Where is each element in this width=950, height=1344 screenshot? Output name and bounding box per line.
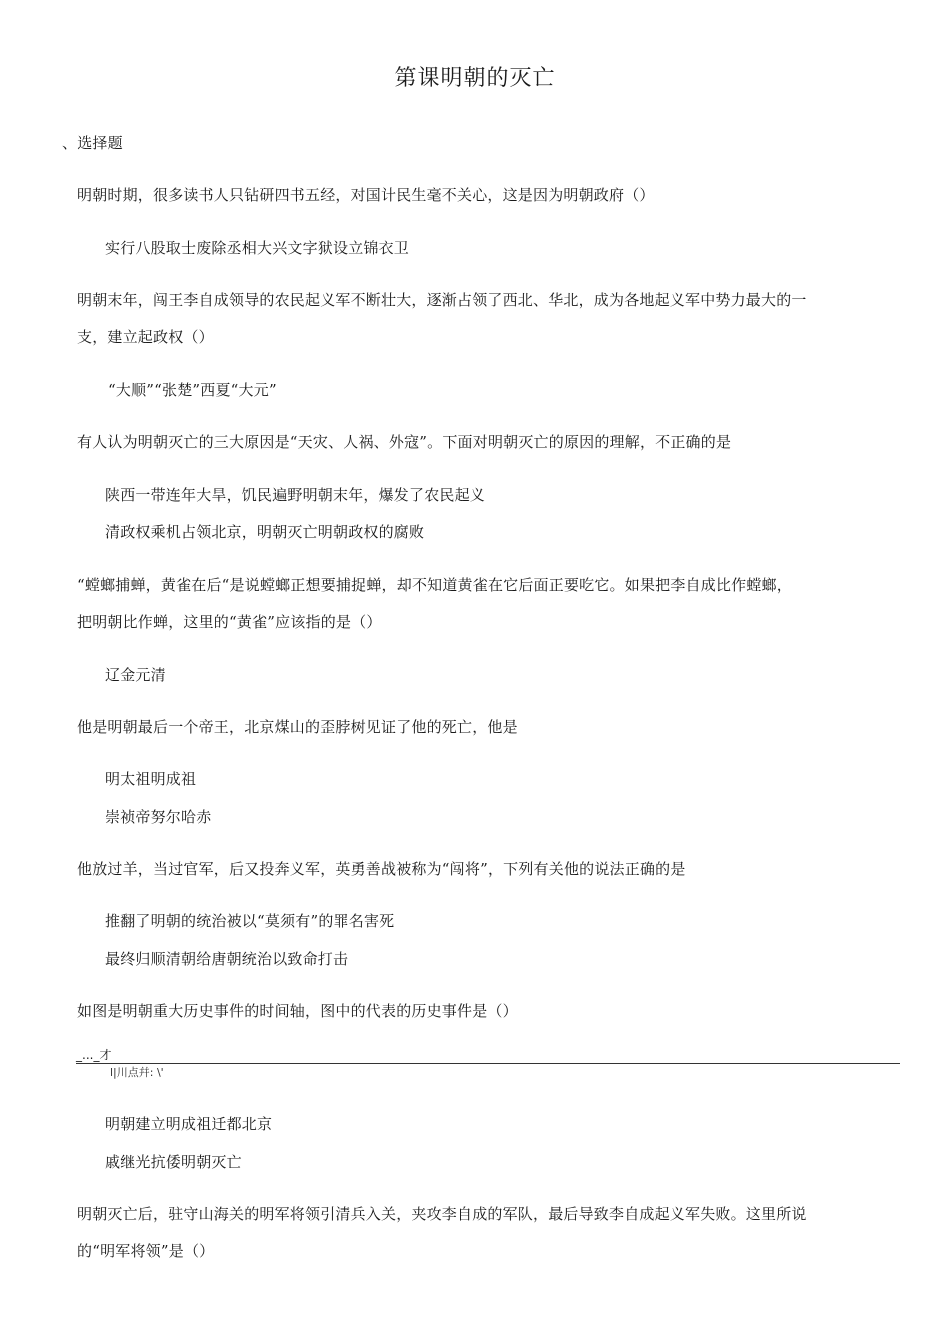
page-title: 第课明朝的灭亡 xyxy=(394,66,556,91)
question-3-options-line-1: 陕西一带连年大旱，饥民遍野明朝末年，爆发了农民起义 xyxy=(105,486,486,504)
question-3-stem: 有人认为明朝灭亡的三大原因是“天灾、人祸、外寇”。下面对明朝灭亡的原因的理解，不正确的是 xyxy=(77,433,732,451)
question-2-stem-line-2: 支，建立起政权（） xyxy=(77,328,214,346)
timeline-marks: _..._才 xyxy=(76,1048,112,1062)
question-6-stem: 他放过羊，当过官军，后又投奔义军，英勇善战被称为“闯将”，下列有关他的说法正确的是 xyxy=(77,860,686,878)
question-4-stem-line-1: “螳螂捕蝉，黄雀在后“是说螳螂正想要捕捉蝉，却不知道黄雀在它后面正要吃它。如果把李自成比作螳螂， xyxy=(77,576,792,594)
question-5-options-line-1: 明太祖明成祖 xyxy=(105,770,197,788)
timeline-axis xyxy=(76,1063,900,1064)
question-8-stem-line-1: 明朝灭亡后，驻守山海关的明军将领引清兵入关，夹攻李自成的军队，最后导致李自成起义军失败。这里所说 xyxy=(77,1205,807,1223)
question-4-options: 辽金元清 xyxy=(105,666,166,684)
question-6-options-line-2: 最终归顺清朝给唐朝统治以致命打击 xyxy=(105,950,349,968)
question-8-stem-line-2: 的“明军将领”是（） xyxy=(77,1242,215,1260)
question-7-stem: 如图是明朝重大历史事件的时间轴，图中的代表的历史事件是（） xyxy=(77,1002,518,1020)
question-2-options: “大顺”“张楚”西夏“大元” xyxy=(108,381,277,399)
question-6-options-line-1: 推翻了明朝的统治被以“莫须有”的罪名害死 xyxy=(105,912,395,930)
question-2-stem-line-1: 明朝末年，闯王李自成领导的农民起义军不断壮大，逐渐占领了西北、华北，成为各地起义军中势力最大的一 xyxy=(77,291,807,309)
section-heading: 、选择题 xyxy=(62,134,123,152)
question-7-options-line-1: 明朝建立明成祖迁都北京 xyxy=(105,1115,273,1133)
timeline-label: l|川点幷: \' xyxy=(110,1066,164,1079)
question-1-options: 实行八股取士废除丞相大兴文字狱设立锦衣卫 xyxy=(105,239,410,257)
question-1-stem: 明朝时期，很多读书人只钻研四书五经，对国计民生毫不关心，这是因为明朝政府（） xyxy=(77,186,655,204)
question-4-stem-line-2: 把明朝比作蝉，这里的“黄雀”应该指的是（） xyxy=(77,613,382,631)
question-5-stem: 他是明朝最后一个帝王，北京煤山的歪脖树见证了他的死亡，他是 xyxy=(77,718,518,736)
question-5-options-line-2: 崇祯帝努尔哈赤 xyxy=(105,808,212,826)
question-7-options-line-2: 戚继光抗倭明朝灭亡 xyxy=(105,1153,242,1171)
question-3-options-line-2: 清政权乘机占领北京，明朝灭亡明朝政权的腐败 xyxy=(105,523,425,541)
